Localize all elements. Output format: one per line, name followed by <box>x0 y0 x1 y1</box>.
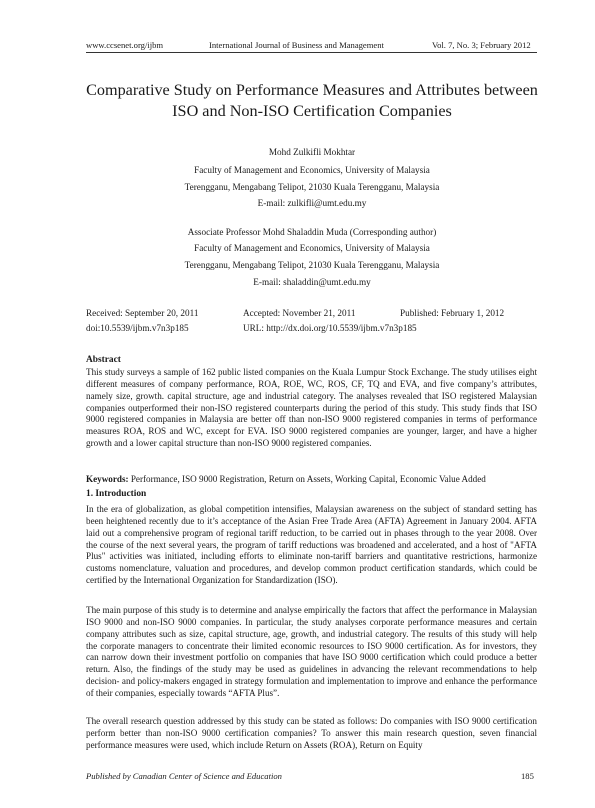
intro-paragraph-2: The main purpose of this study is to determine and analyse empirically the factors that affect the performance in Malaysian ISO 9000 and non-ISO 9000 companies. In particular, the study analyses corporate performance measures and certain company attributes such as size, capital structure, age, growth, and industrial category. The results of this study will help the corporate managers to concentrate their limited economic resources to ISO 9000 certification. As for investors, they can narrow down their investment portfolio on companies that have ISO 9000 certification which could produce a better return. Also, the findings of the study may be used as guidelines in advancing the relevant recommendations to help decision- and policy-makers engaged in strategy formulation and implementation to improve and enhance the performance of their companies, especially towards “AFTA Plus”. <box>86 605 537 698</box>
volume-issue: Vol. 7, No. 3; February 2012 <box>432 40 531 50</box>
publisher: Published by Canadian Center of Science and Education <box>86 771 282 781</box>
intro-paragraph-1: In the era of globalization, as global competition intensifies, Malaysian awareness on the subject of standard setting has been heightened recently due to it’s acceptance of the Asian Free Trade Area (AFTA) Agreement in January 2004. AFTA laid out a comprehensive program of regional tariff reduction, to be carried out in phases through to the year 2008. Over the course of the next several years, the program of tariff reductions was broadened and accelerated, and a host of "AFTA Plus" activities was initiated, including efforts to eliminate non-tariff barriers and quantitative restrictions, harmonize customs nomenclature, valuation and procedures, and develop common product certification standards, which could be certified by the International Organization for Standardization (ISO). <box>86 504 537 586</box>
title-line-2: ISO and Non-ISO Certification Companies <box>172 102 452 120</box>
header-rule <box>86 52 537 53</box>
accepted-date: Accepted: November 21, 2011 <box>243 308 356 318</box>
page-number: 185 <box>521 771 534 781</box>
keywords-label: Keywords: <box>86 474 129 484</box>
abstract-text: This study surveys a sample of 162 public listed companies on the Kuala Lumpur Stock Exchange. The study utilises eight different measures of company performance, ROA, ROE, WC, ROS, CF, TQ and EVA, and five company’s attributes, namely size, growth. capital structure, age and industrial category. The analyses revealed that ISO registered Malaysian companies outperformed their non-ISO registered counterparts during the period of this study. This study finds that ISO 9000 registered companies in Malaysia are better off than non-ISO 9000 registered companies in terms of performance measures ROA, ROS and WC, except for EVA. ISO 9000 registered companies are younger, larger, and have a higher growth and a lower capital structure than non-ISO 9000 registered companies. <box>86 367 537 449</box>
author-email[interactable]: E-mail: shaladdin@umt.edu.my <box>253 277 371 287</box>
article-url[interactable]: URL: http://dx.doi.org/10.5539/ijbm.v7n3p185 <box>243 323 417 333</box>
author-name: Mohd Zulkifli Mokhtar <box>268 147 356 157</box>
abstract-heading: Abstract <box>86 355 121 365</box>
published-date: Published: February 1, 2012 <box>400 308 505 318</box>
received-date: Received: September 20, 2011 <box>86 308 199 318</box>
keywords <box>86 474 537 484</box>
author-affiliation: Faculty of Management and Economics, University of Malaysia <box>194 165 430 175</box>
author-affiliation: Faculty of Management and Economics, University of Malaysia <box>194 243 430 253</box>
intro-paragraph-3: The overall research question addressed by this study can be stated as follows: Do companies with ISO 9000 certification perform better than non-ISO 9000 certification companies? To answer this main research question, seven financial performance measures were used, which include Return on Assets (ROA), Return on Equity <box>86 716 537 750</box>
author-email[interactable]: E-mail: zulkifli@umt.edu.my <box>257 198 367 208</box>
journal-name: International Journal of Business and Management <box>209 40 384 50</box>
keywords-text: Performance, ISO 9000 Registration, Return on Assets, Working Capital, Economic Value Added <box>130 474 486 484</box>
doi[interactable]: doi:10.5539/ijbm.v7n3p185 <box>86 323 189 333</box>
author-address: Terengganu, Mengabang Telipot, 21030 Kuala Terengganu, Malaysia <box>184 260 440 270</box>
author-name: Associate Professor Mohd Shaladdin Muda (Corresponding author) <box>187 227 437 237</box>
author-address: Terengganu, Mengabang Telipot, 21030 Kuala Terengganu, Malaysia <box>184 182 440 192</box>
journal-url[interactable]: www.ccsenet.org/ijbm <box>86 40 164 50</box>
title-line-1: Comparative Study on Performance Measures and Attributes between <box>86 81 538 99</box>
paper-title <box>70 80 554 122</box>
section-heading-introduction: 1. Introduction <box>86 489 147 499</box>
